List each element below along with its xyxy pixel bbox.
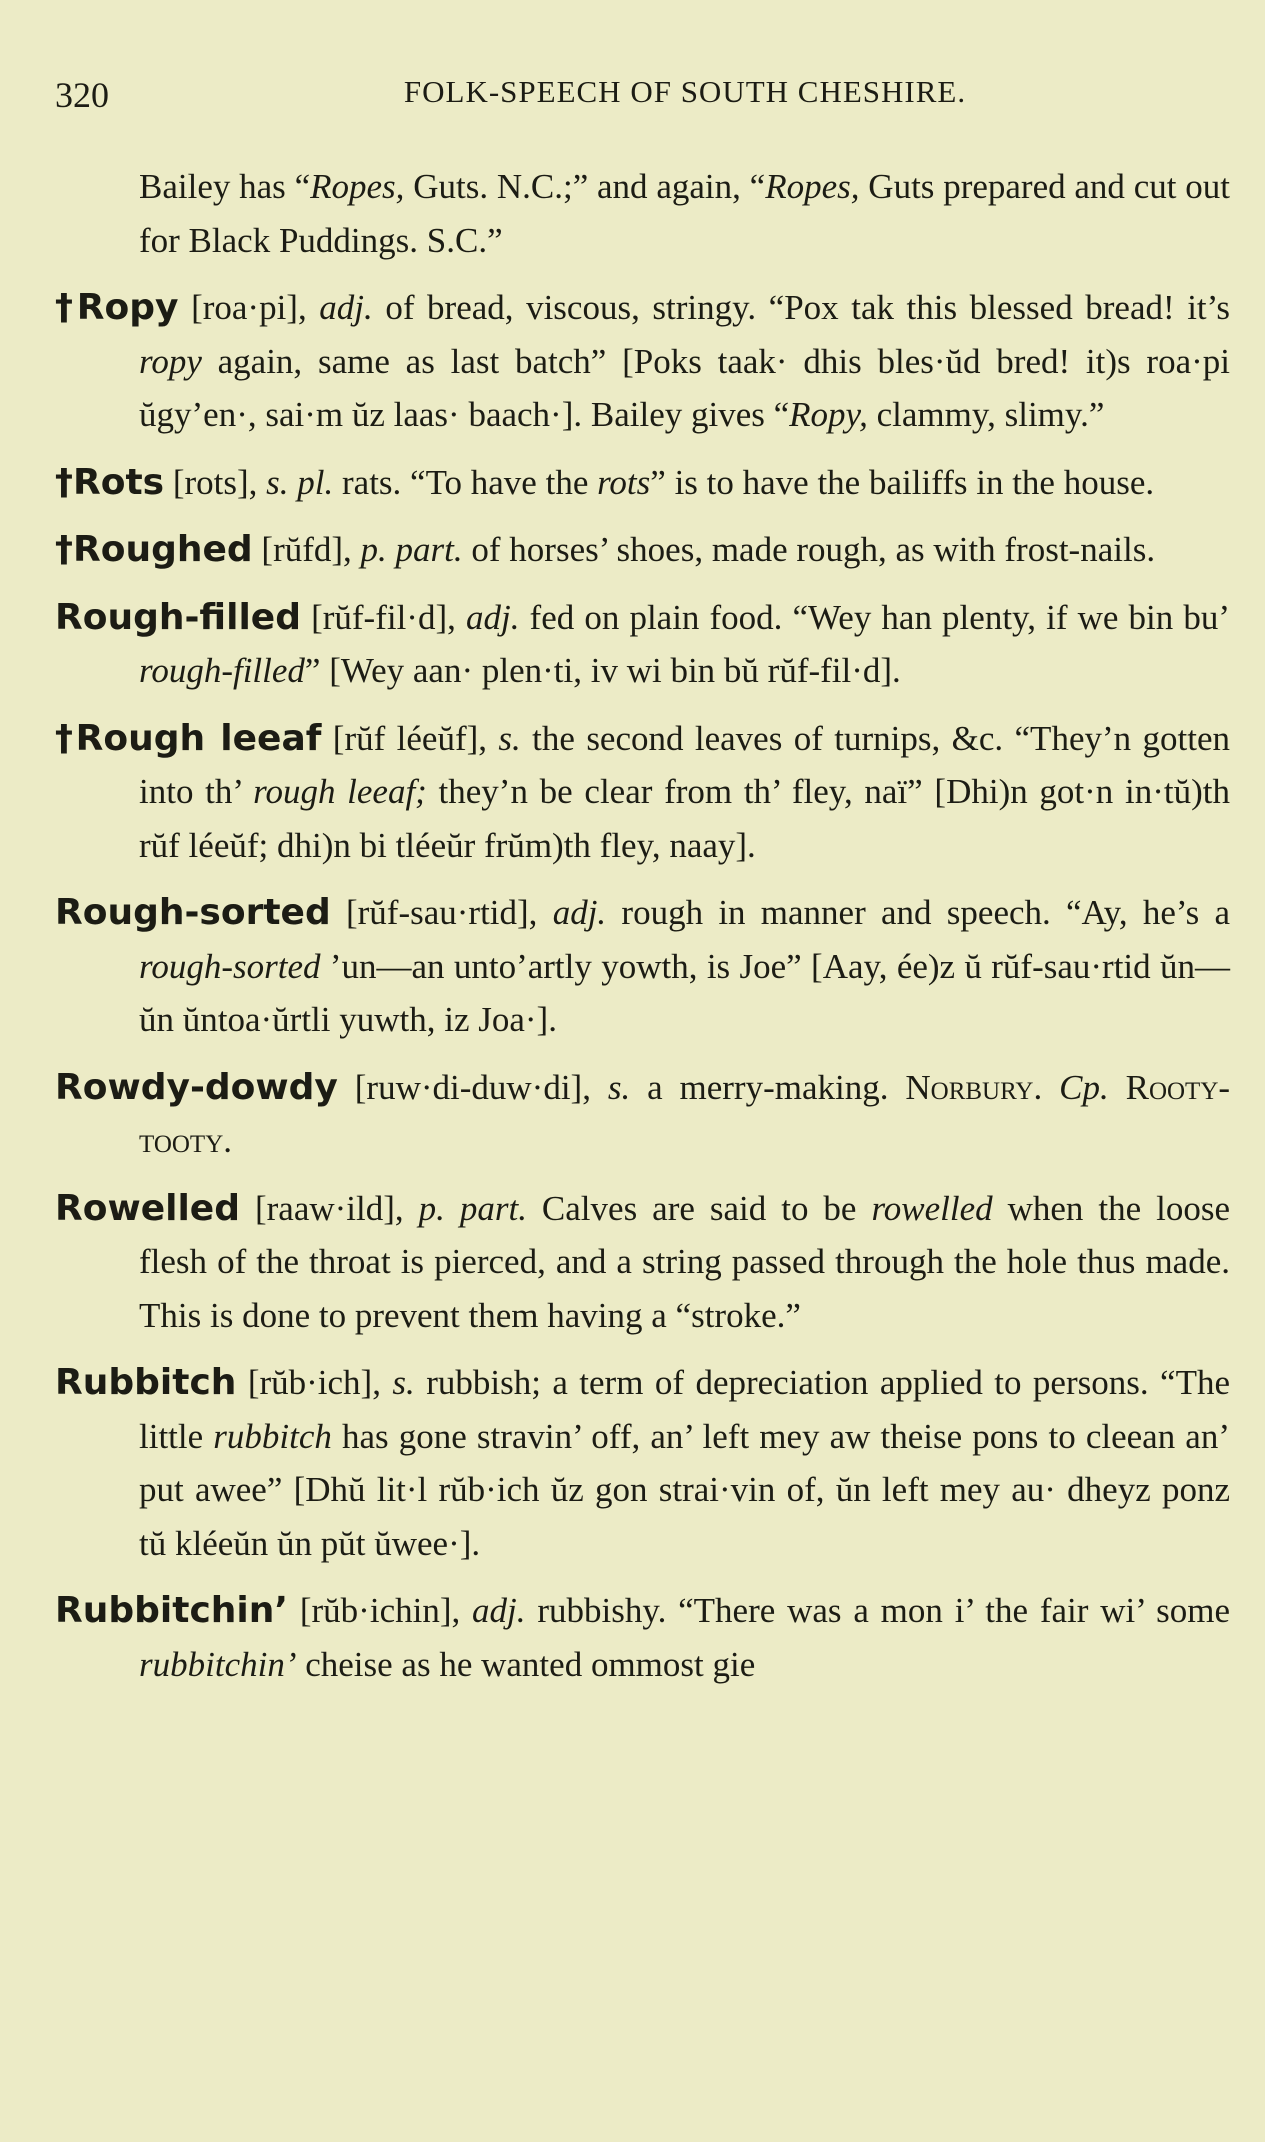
headword: †Rots (55, 461, 165, 503)
dictionary-entry (55, 712, 1230, 873)
headword: Rough-filled (55, 596, 301, 638)
grammar-label: adj. (552, 893, 607, 932)
entry-text: of bread, viscous, stringy. “Pox tak this blessed bread! it’s (372, 288, 1230, 327)
example-term: ropy (139, 341, 202, 381)
entry-text: the second leaves of turnips, &c. “They’n gotten into th’ (139, 718, 1230, 811)
example-term: rots (597, 462, 651, 502)
grammar-label: s. (607, 1067, 631, 1107)
headword: Rubbitchin’ (55, 1590, 289, 1631)
entry-text: a merry-making. (630, 1067, 906, 1107)
entry-text: rats. “To have the (333, 462, 598, 502)
entry-continuation (55, 160, 1230, 267)
entry-text: [rŭb·ichin], (288, 1591, 473, 1630)
entry-text: ’un—an unto’artly yowth, is Joe” [Aay, ée)z ŭ rŭf-sau·rtid ŭn—ŭn ŭntoa·ŭrtli yuwth, iz Joa·]. (139, 946, 1230, 1039)
dictionary-entry (55, 1182, 1230, 1343)
headword: Rubbitch (55, 1362, 237, 1403)
entry-text: Calves are said to be (526, 1188, 872, 1228)
entry-text (1109, 1068, 1126, 1107)
example-term: Ropes, (765, 167, 860, 206)
grammar-label: p. part. (418, 1188, 527, 1228)
page-header (55, 74, 1235, 124)
headword: Rough-sorted (55, 892, 331, 933)
example-term: rubbitchin’ (139, 1644, 297, 1684)
grammar-label: adj. (319, 288, 373, 327)
running-title: FOLK-SPEECH OF SOUTH CHESHIRE. (403, 74, 967, 109)
headword: Rowelled (55, 1187, 240, 1229)
example-term: Ropy, (789, 395, 868, 434)
entry-text: [rŭf léeŭf], (321, 718, 499, 758)
dictionary-entry (55, 591, 1230, 698)
entry-text: cheise as he wanted ommost gie (296, 1644, 756, 1684)
entry-text: of horses’ shoes, made rough, as with frost-nails. (462, 530, 1156, 569)
small-caps-ref: Rooty-tooty. (139, 1067, 1231, 1160)
grammar-label: adj. (472, 1591, 526, 1630)
entry-text: rubbish; a term of depreciation applied to persons. “The little (139, 1363, 1230, 1456)
entry-text: [rŭf-fil·d], (300, 597, 466, 637)
grammar-label: p. part. (360, 530, 463, 569)
entry-text: Guts prepared and cut out for Black Puddings. S.C.” (139, 167, 1230, 260)
entry-text: ” [Wey aan· plen·ti, iv wi bin bŭ rŭf-fil·d]. (304, 651, 901, 690)
entry-text: [rŭb·ich], (236, 1363, 393, 1402)
grammar-label: Cp. (1059, 1067, 1109, 1107)
dictionary-entry (55, 886, 1230, 1047)
entry-text: [ruw·di-duw·di], (337, 1067, 608, 1107)
entry-text: again, same as last batch” [Poks taak· dhis bles·ŭd bred! it)s roa·pi ŭgy’en·, sai·m ŭz laas· baach·]. Bailey gives “ (139, 341, 1230, 434)
example-term: rough leeaf; (253, 772, 427, 811)
dictionary-entry (55, 1356, 1230, 1570)
example-term: rubbitch (213, 1416, 332, 1456)
headword: †Rough leeaf (55, 717, 322, 759)
page-number: 320 (55, 75, 109, 115)
grammar-label: s. (498, 718, 521, 758)
grammar-label: s. pl. (266, 462, 334, 502)
grammar-label: adj. (465, 597, 520, 637)
entry-text: fed on plain food. “Wey han plenty, if we bin bu’ (519, 597, 1230, 637)
entry-text: [rŭf-sau·rtid], (330, 893, 553, 932)
headword: †Roughed (55, 529, 253, 570)
dictionary-entry (55, 1584, 1230, 1691)
headword: Rowdy-dowdy (55, 1066, 338, 1108)
example-term: rough-sorted (139, 946, 321, 986)
entry-text: [rots], (164, 462, 267, 502)
entry-text: rough in manner and speech. “Ay, he’s a (606, 893, 1230, 932)
headword: †Ropy (55, 287, 179, 328)
small-caps-ref: Norbury. (905, 1067, 1043, 1107)
entry-text: they’n be clear from th’ fley, naï” [Dhi)n got·n in·tŭ)th rŭf léeŭf; dhi)n bi tléeŭr frŭm)th fley, naay]. (139, 772, 1230, 865)
example-term: rowelled (871, 1188, 993, 1228)
entry-text: [raaw·ild], (240, 1188, 419, 1228)
entry-text: Guts. N.C.;” and again, “ (404, 167, 766, 206)
grammar-label: s. (392, 1363, 415, 1402)
entry-text: when the loose flesh of the throat is pierced, and a string passed through the hole thus made. This is done to prevent them having a “stroke.” (139, 1188, 1230, 1335)
entry-text: [rŭfd], (252, 530, 361, 569)
dictionary-entry (55, 1061, 1230, 1168)
example-term: Ropes, (310, 167, 405, 206)
entry-text: ” is to have the bailiffs in the house. (650, 462, 1155, 502)
entry-text: [roa·pi], (178, 288, 320, 327)
example-term: rough-filled (139, 651, 305, 690)
dictionary-entry (55, 523, 1230, 577)
entry-text: clammy, slimy.” (867, 395, 1105, 434)
entry-text: has gone stravin’ off, an’ left mey aw theise pons to cleean an’ put awee” [Dhŭ lit·l rŭb·ich ŭz gon strai·vin of, ŭn left mey au· dheyz ponz tŭ kléeŭn ŭn pŭt ŭwee·]. (139, 1416, 1230, 1563)
entry-text: rubbishy. “There was a mon i’ the fair wi’ some (525, 1591, 1230, 1630)
entry-text (1042, 1068, 1059, 1107)
dictionary-entry (55, 456, 1230, 510)
entry-text: Bailey has “ (139, 167, 311, 206)
dictionary-entry (55, 281, 1230, 442)
dictionary-entries (55, 160, 1230, 1705)
